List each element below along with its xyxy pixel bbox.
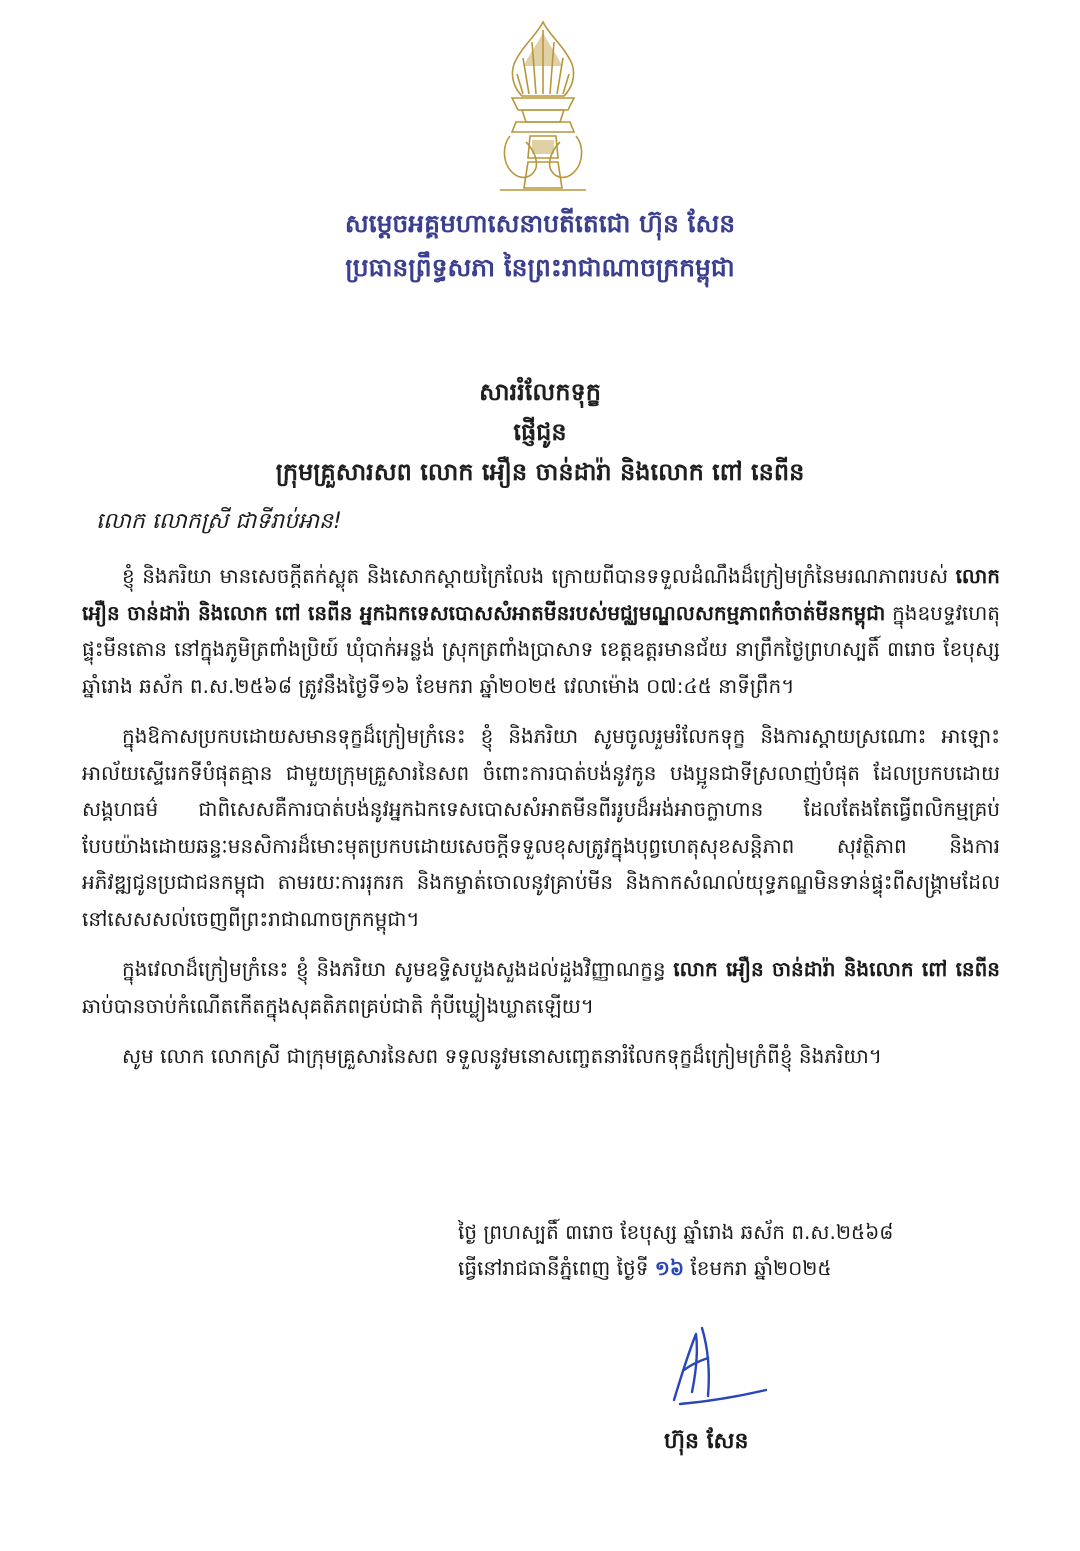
- header: [0, 202, 1080, 290]
- emblem-seal: [492, 18, 594, 198]
- handwritten-signature: [662, 1320, 772, 1412]
- paragraph-2: ក្នុងឱកាសប្រកបដោយសមានទុក្ខដ៏ក្រៀមក្រំនេះ ខ្ញុំ និងភរិយា សូមចូលរួមរំលែកទុក្ខ និងការស្តាយស្រណោះ អាឡោះអាល័យស្ទើរេកទីបំផុតគ្មាន ជាមួយក្រុមគ្រួសារនៃសព ចំពោះការបាត់បង់នូវកូន បងប្អូនជាទីស្រលាញ់បំផុត ដែលប្រកបដោយសង្គហធម៌ ជាពិសេសគឺការបាត់បង់នូវអ្នកឯកទេសបោសសំអាតមីនពីររូបដ៏អង់អាចក្លាហាន ដែលតែងតែធ្វើពលិកម្មគ្រប់បែបយ៉ាងដោយឆន្ទៈមនសិការដ៏មោះមុតប្រកបដោយសេចក្តីទទួលខុសត្រូវក្នុងបុព្វហេតុសុខសន្តិភាព សុវត្ថិភាព និងការអភិវឌ្ឍជូនប្រជាជនកម្ពុជា តាមរយៈការរុករក និងកម្ចាត់ចោលនូវគ្រាប់មីន និងកាកសំណល់យុទ្ធភណ្ឌមិនទាន់ផ្ទុះពីសង្គ្រាមដែលនៅសេសសល់ចេញពីព្រះរាជាណាចក្រកម្ពុជា។: [82, 724, 1000, 931]
- letter-title: [0, 372, 1080, 492]
- header-subtitle: ប្រធានព្រឹទ្ធសភា នៃព្រះរាជាណាចក្រកម្ពុជា: [345, 253, 735, 282]
- date-block: [458, 1214, 1018, 1286]
- letter-body: [82, 558, 1000, 1089]
- paragraph-1: ខ្ញុំ និងភរិយា មានសេចក្តីតក់ស្លុត និងសោកស្តាយក្រៃលែង ក្រោយពីបានទទួលដំណឹងដ៏ក្រៀមក្រំនៃមរណភាពរបស់ លោក អឿន ចាន់ដារ៉ា និងលោក ពៅ នេពីន អ្នកឯកទេសបោសសំអាតមីនរបស់មជ្ឈមណ្ឌលសកម្មភាពកំចាត់មីនកម្ពុជា ក្នុងឧបទ្ទវហេតុផ្ទុះមីនតោន នៅក្នុងភូមិត្រពាំងប្រិយ៍ ឃុំបាក់អន្លង់ ស្រុកត្រពាំងប្រាសាទ ខេត្តឧត្តរមានជ័យ នាព្រឹកថ្ងៃព្រហស្បតិ៍ ៣រោច ខែបុស្ស ឆ្នាំរោង ឆស័ក ព.ស.២៥៦៨ ត្រូវនឹងថ្ងៃទី១៦ ខែមករា ឆ្នាំ២០២៥ វេលាម៉ោង ០៧:៤៥ នាទីព្រឹក។: [82, 564, 1000, 698]
- title-line-2: ផ្ញើជូន: [513, 418, 567, 446]
- salutation: លោក លោកស្រី ជាទីរាប់អាន!: [96, 509, 342, 534]
- signer-name: ហ៊ុន សែន: [664, 1429, 749, 1454]
- date-lunar: ថ្ងៃ ព្រហស្បតិ៍ ៣រោច ខែបុស្ស ឆ្នាំរោង ឆស័ក ព.ស.២៥៦៨: [458, 1220, 894, 1244]
- title-line-1: សាររំលែកទុក្ខ: [479, 378, 601, 406]
- date-place: ធ្វើនៅរាជធានីភ្នំពេញ ថ្ងៃទី ១៦ ខែមករា ឆ្នាំ២០២៥: [458, 1256, 832, 1280]
- paragraph-3: ក្នុងវេលាដ៏ក្រៀមក្រំនេះ ខ្ញុំ និងភរិយា សូមឧទ្ទិសបួងសួងដល់ដួងវិញ្ញាណក្ខន្ធ លោក អឿន ចាន់ដារ៉ា និងលោក ពៅ នេពីន ឆាប់បានចាប់កំណើតកើតក្នុងសុគតិភពគ្រប់ជាតិ កុំបីឃ្លៀងឃ្លាតឡើយ។: [82, 957, 1000, 1018]
- date-day-handwritten: ១៦: [654, 1256, 685, 1280]
- paragraph-4: សូម លោក លោកស្រី ជាក្រុមគ្រួសារនៃសព ទទួលនូវមនោសញ្ចេតនារំលែកទុក្ខដ៏ក្រៀមក្រំពីខ្ញុំ និងភរិយា។: [122, 1044, 882, 1068]
- title-line-3: ក្រុមគ្រួសារសព លោក អឿន ចាន់ដារ៉ា និងលោក ពៅ នេពីន: [275, 458, 805, 486]
- header-title: សម្តេចអគ្គមហាសេនាបតីតេជោ ហ៊ុន សែន: [344, 209, 736, 238]
